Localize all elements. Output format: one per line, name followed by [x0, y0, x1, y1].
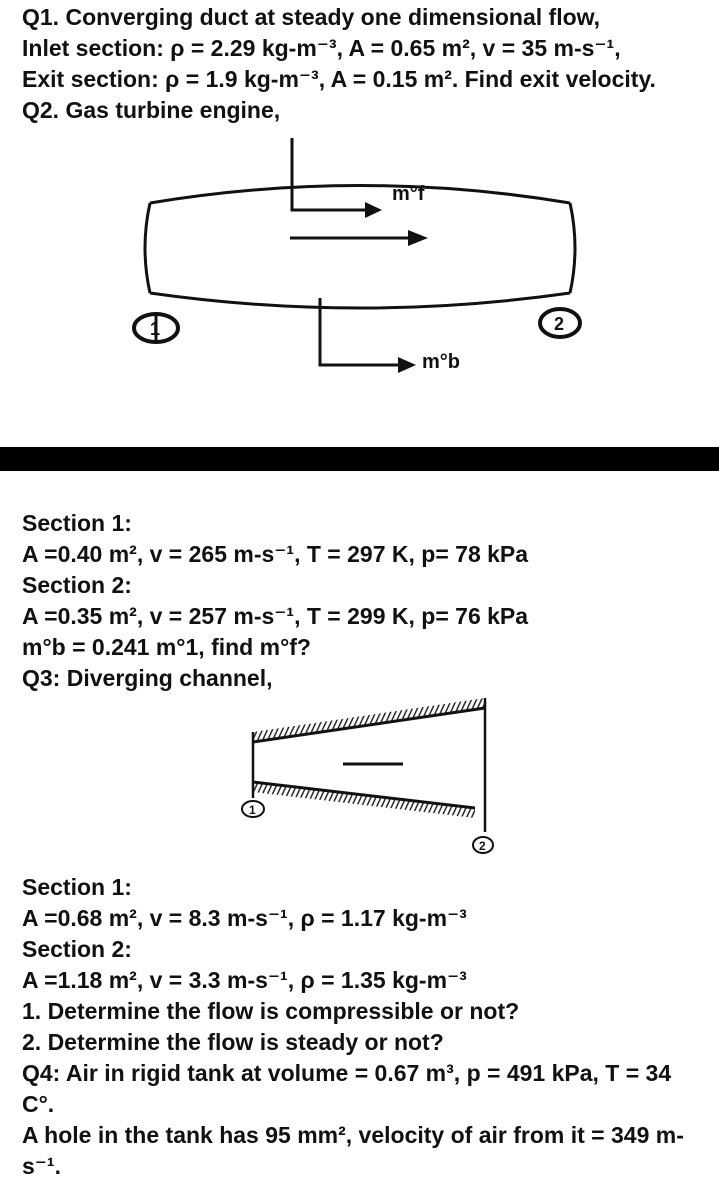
q3-section-2-values: A =1.18 m², v = 3.3 m-s⁻¹, ρ = 1.35 kg-m⁻³ — [22, 967, 467, 993]
fuel-pipe — [292, 138, 365, 210]
q2-section-1-values: A =0.40 m², v = 265 m-s⁻¹, T = 297 K, p= 78 kPa — [22, 541, 529, 567]
section-1-label: 1 — [249, 803, 256, 817]
q3-section-1-heading: Section 1: — [22, 874, 132, 900]
q3-task-1: 1. Determine the flow is compressible or not? — [22, 998, 520, 1024]
q1-line-1: Q1. Converging duct at steady one dimensional flow, — [22, 4, 601, 30]
diverging-channel-diagram — [225, 690, 505, 865]
q3-section-2-heading: Section 2: — [22, 936, 132, 962]
q2-relation: m°b = 0.241 m°1, find m°f? — [22, 634, 311, 660]
section-1-label: 1 — [150, 319, 161, 339]
upper-wall — [253, 708, 485, 742]
bleed-flow-label: m°b — [422, 351, 460, 373]
q4-line-1: Q4: Air in rigid tank at volume = 0.67 m³, p = 491 kPa, T = 34 C°. — [22, 1060, 672, 1117]
black-divider-band — [0, 447, 719, 471]
section-2-label: 2 — [554, 314, 565, 334]
fuel-flow-label: m°f — [392, 183, 425, 205]
q1-line-3: Exit section: ρ = 1.9 kg-m⁻³, A = 0.15 m². Find exit velocity. — [22, 66, 656, 92]
section-2-label: 2 — [479, 839, 486, 853]
q2-section-2-heading: Section 2: — [22, 572, 132, 598]
q2-section-2-values: A =0.35 m², v = 257 m-s⁻¹, T = 299 K, p= 76 kPa — [22, 603, 529, 629]
fuel-arrowhead — [365, 202, 382, 218]
q2-title: Q2. Gas turbine engine, — [22, 97, 281, 123]
q3-task-2: 2. Determine the flow is steady or not? — [22, 1029, 444, 1055]
bleed-arrowhead — [398, 357, 416, 373]
question-3-4-block — [22, 872, 707, 1182]
q4-line-2: A hole in the tank has 95 mm², velocity of air from it = 349 m-s⁻¹. — [22, 1122, 684, 1179]
question-2-data-block — [22, 508, 707, 694]
gas-turbine-diagram — [110, 128, 610, 388]
q1-line-2: Inlet section: ρ = 2.29 kg-m⁻³, A = 0.65 m², v = 35 m-s⁻¹, — [22, 35, 621, 61]
question-1-block — [22, 2, 707, 126]
q3-title: Q3: Diverging channel, — [22, 665, 273, 691]
q3-section-1-values: A =0.68 m², v = 8.3 m-s⁻¹, ρ = 1.17 kg-m⁻³ — [22, 905, 467, 931]
q2-section-1-heading: Section 1: — [22, 510, 132, 536]
chamber-outline — [145, 186, 575, 309]
